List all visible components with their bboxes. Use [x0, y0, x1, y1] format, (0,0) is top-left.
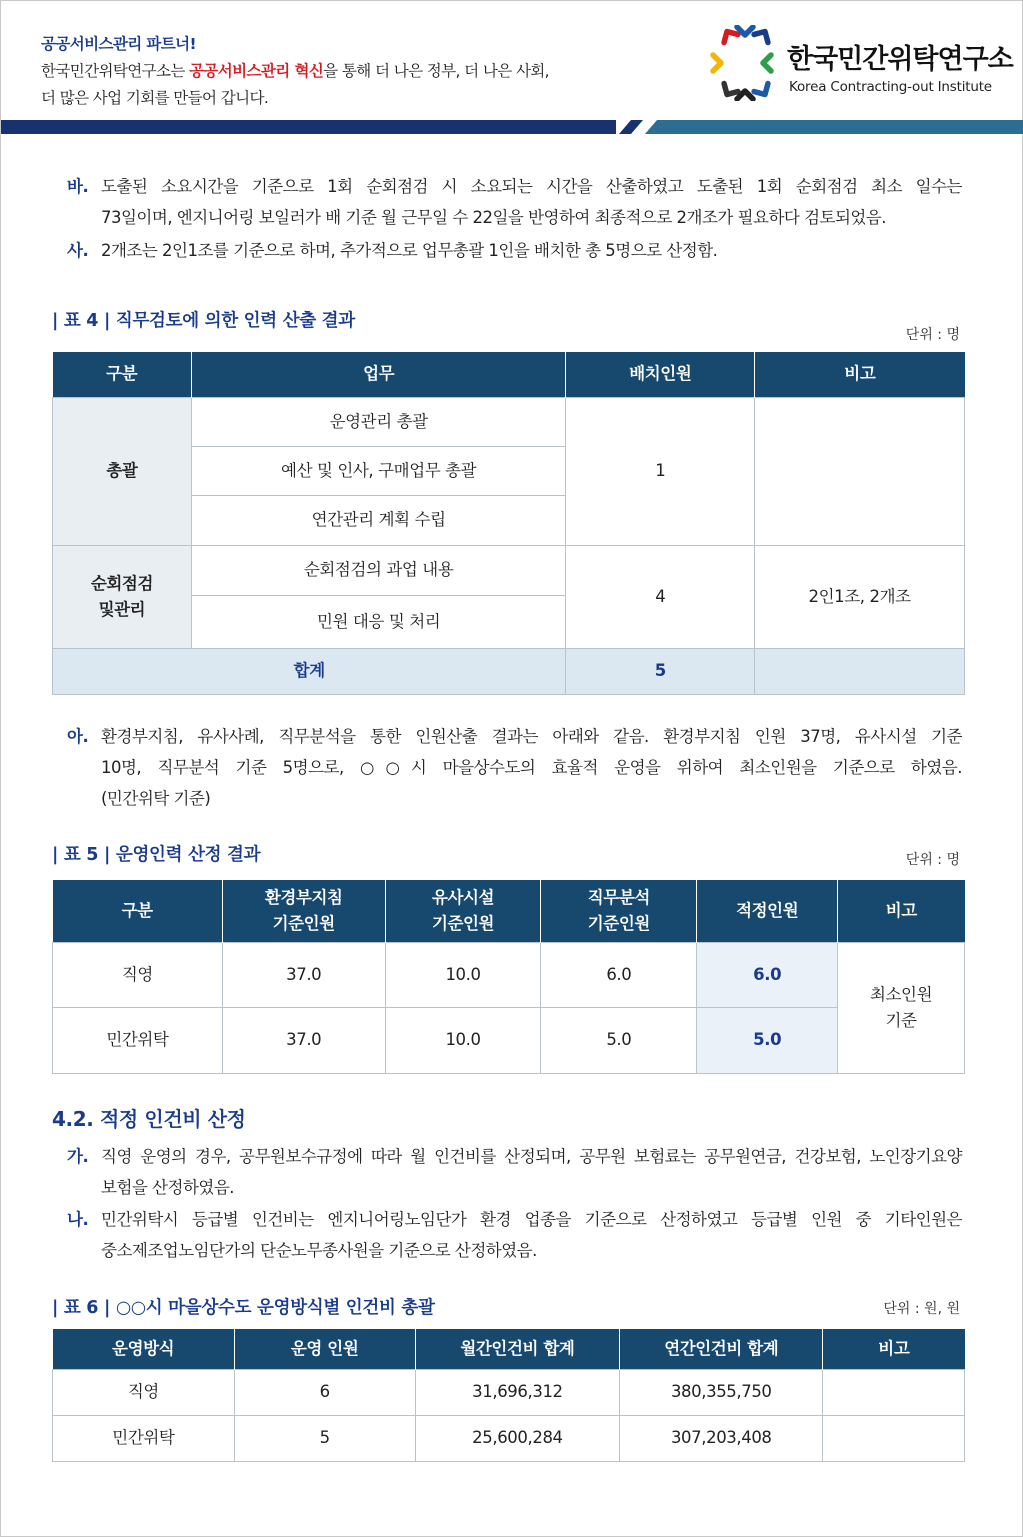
proper-value-cell: 5.0: [697, 1007, 838, 1073]
table-4-unit: 단위 : 명: [905, 327, 960, 343]
tagline-line-3: 더 많은 사업 기회를 만들어 갑니다.: [41, 89, 269, 107]
list-marker: 나.: [67, 1210, 89, 1229]
total-label: 합계: [53, 648, 566, 694]
page-header: [1, 1, 1023, 121]
table-header-cell: 구분: [53, 352, 192, 397]
table-header-cell: [222, 880, 385, 942]
table-6-title: | 표 6 | ○○시 마을상수도 운영방식별 인건비 총괄: [52, 1298, 435, 1318]
note-cell: [823, 1415, 965, 1461]
list-marker: 아.: [67, 727, 89, 746]
table-header-cell: 운영 인원: [234, 1329, 415, 1369]
task-cell: 민원 대응 및 처리: [191, 595, 566, 648]
list-marker: 바.: [67, 177, 89, 196]
table-6: [52, 1329, 965, 1462]
table-header-cell: 월간인건비 합계: [415, 1329, 620, 1369]
table-header-cell: [385, 880, 541, 942]
paragraph-text: 중소제조업노임단가의 단순노무종사원을 기준으로 산정하였음.: [101, 1241, 537, 1260]
table-4: [52, 352, 965, 695]
task-cell: 예산 및 인사, 구매업무 총괄: [191, 446, 566, 495]
value-cell: 5.0: [541, 1007, 697, 1073]
paragraph-text: (민간위탁 기준): [101, 789, 211, 808]
institute-logo: [707, 25, 1013, 103]
row-label: 직영: [53, 942, 223, 1007]
paragraph-text: 민간위탁시 등급별 인건비는 엔지니어링노임단가 환경 업종을 기준으로 산정하였고 등급별 인원 중 기타인원은: [101, 1210, 962, 1229]
table-row: [53, 1415, 965, 1461]
monthly-cost-cell: 25,600,284: [415, 1415, 620, 1461]
table-header-cell: 업무: [191, 352, 566, 397]
total-note: [755, 648, 965, 694]
logo-korean-name: 한국민간위탁연구소: [787, 44, 1013, 75]
header-text: 비고: [885, 900, 917, 920]
paragraph-sa: [67, 235, 962, 266]
table-5-unit: 단위 : 명: [905, 852, 960, 868]
table-row: [53, 1369, 965, 1415]
paragraph-text: 보험을 산정하였음.: [101, 1178, 235, 1197]
paragraph-text: 도출된 소요시간을 기준으로 1회 순회점검 시 소요되는 시간을 산출하였고 도출된 1회 순회점검 최소 일수는: [101, 177, 962, 196]
group-label-line: 및관리: [98, 599, 146, 619]
header-text: 구분: [121, 900, 153, 920]
task-cell: 순회점검의 과업 내용: [191, 545, 566, 595]
table-header-cell: 비고: [755, 352, 965, 397]
row-label: 민간위탁: [53, 1007, 223, 1073]
group-label: 총괄: [53, 397, 192, 545]
proper-value-cell: 6.0: [697, 942, 838, 1007]
paragraph-text: 환경부지침, 유사사례, 직무분석을 통한 인원산출 결과는 아래와 같음. 환경부지침 인원 37명, 유사시설 기준: [101, 727, 962, 746]
list-marker: 가.: [67, 1147, 89, 1166]
note-cell: [755, 397, 965, 545]
note-cell: [838, 942, 965, 1073]
tagline-text: 을 통해 더 나은 정부, 더 나은 사회,: [323, 62, 550, 80]
value-cell: 37.0: [222, 1007, 385, 1073]
paragraph-ga: [67, 1141, 962, 1203]
tagline-highlight: 공공서비스관리 혁신: [189, 62, 324, 80]
value-cell: 10.0: [385, 1007, 541, 1073]
table-row: [53, 545, 965, 595]
section-heading: 4.2. 적정 인건비 산정: [52, 1107, 246, 1131]
staff-cell: 6: [234, 1369, 415, 1415]
header-text: 환경부지침: [264, 887, 343, 907]
table-header-cell: 배치인원: [566, 352, 755, 397]
task-cell: 운영관리 총괄: [191, 397, 566, 446]
group-label: [53, 545, 192, 648]
header-text: 기준인원: [272, 913, 335, 933]
logo-english-name: Korea Contracting-out Institute: [789, 79, 992, 95]
table-header-cell: [541, 880, 697, 942]
table-header-cell: 비고: [823, 1329, 965, 1369]
paragraph-text: 73일이며, 엔지니어링 보일러가 배 기준 월 근무일 수 22일을 반영하여 최종적으로 2개조가 필요하다 검토되었음.: [101, 208, 887, 227]
table-4-title: | 표 4 | 직무검토에 의한 인력 산출 결과: [52, 311, 355, 331]
tagline-text: 한국민간위탁연구소는: [41, 62, 190, 80]
header-text: 적정인원: [736, 900, 799, 920]
header-text: 기준인원: [587, 913, 650, 933]
staff-cell: 5: [234, 1415, 415, 1461]
count-cell: 4: [566, 545, 755, 648]
table-total-row: [53, 648, 965, 694]
paragraph-text: 2개조는 2인1조를 기준으로 하며, 추가적으로 업무총괄 1인을 배치한 총 5명으로 산정함.: [101, 241, 718, 260]
count-cell: 1: [566, 397, 755, 545]
note-cell: 2인1조, 2개조: [755, 545, 965, 648]
note-text: 기준: [885, 1010, 917, 1030]
paragraph-text: 직영 운영의 경우, 공무원보수규정에 따라 월 인건비를 산정되며, 공무원 보험료는 공무원연금, 건강보험, 노인장기요양: [101, 1147, 962, 1166]
header-divider-band: [1, 120, 1023, 134]
annual-cost-cell: 307,203,408: [620, 1415, 823, 1461]
paragraph-na: [67, 1204, 962, 1266]
note-cell: [823, 1369, 965, 1415]
group-label-line: 순회점검: [90, 573, 153, 593]
table-6-unit: 단위 : 원, 원: [883, 1301, 960, 1317]
table-header-cell: 연간인건비 합계: [620, 1329, 823, 1369]
header-tagline: [41, 31, 549, 112]
header-text: 유사시설: [431, 887, 495, 907]
table-header-cell: [838, 880, 965, 942]
table-header-cell: [53, 880, 223, 942]
header-text: 직무분석: [587, 887, 650, 907]
table-header-cell: [697, 880, 838, 942]
table-header-cell: 운영방식: [53, 1329, 235, 1369]
tagline-line-2: [41, 58, 549, 85]
table-row: [53, 1007, 965, 1073]
monthly-cost-cell: 31,696,312: [415, 1369, 620, 1415]
paragraph-ba: [67, 171, 962, 233]
table-row: [53, 942, 965, 1007]
total-count: 5: [566, 648, 755, 694]
table-row: [53, 397, 965, 446]
table-5-title: | 표 5 | 운영인력 산정 결과: [52, 845, 261, 865]
method-cell: 민간위탁: [53, 1415, 235, 1461]
logo-mark-icon: [707, 25, 777, 101]
value-cell: 10.0: [385, 942, 541, 1007]
list-marker: 사.: [67, 241, 89, 260]
method-cell: 직영: [53, 1369, 235, 1415]
table-5: [52, 880, 965, 1074]
annual-cost-cell: 380,355,750: [620, 1369, 823, 1415]
note-text: 최소인원: [869, 984, 933, 1004]
tagline-line-1: 공공서비스관리 파트너!: [41, 35, 196, 53]
task-cell: 연간관리 계획 수립: [191, 495, 566, 545]
value-cell: 6.0: [541, 942, 697, 1007]
paragraph-a: [67, 721, 962, 814]
paragraph-text: 10명, 직무분석 기준 5명으로, ○○시 마을상수도의 효율적 운영을 위하여 최소인원을 기준으로 하였음.: [101, 758, 962, 777]
header-text: 기준인원: [431, 913, 495, 933]
value-cell: 37.0: [222, 942, 385, 1007]
